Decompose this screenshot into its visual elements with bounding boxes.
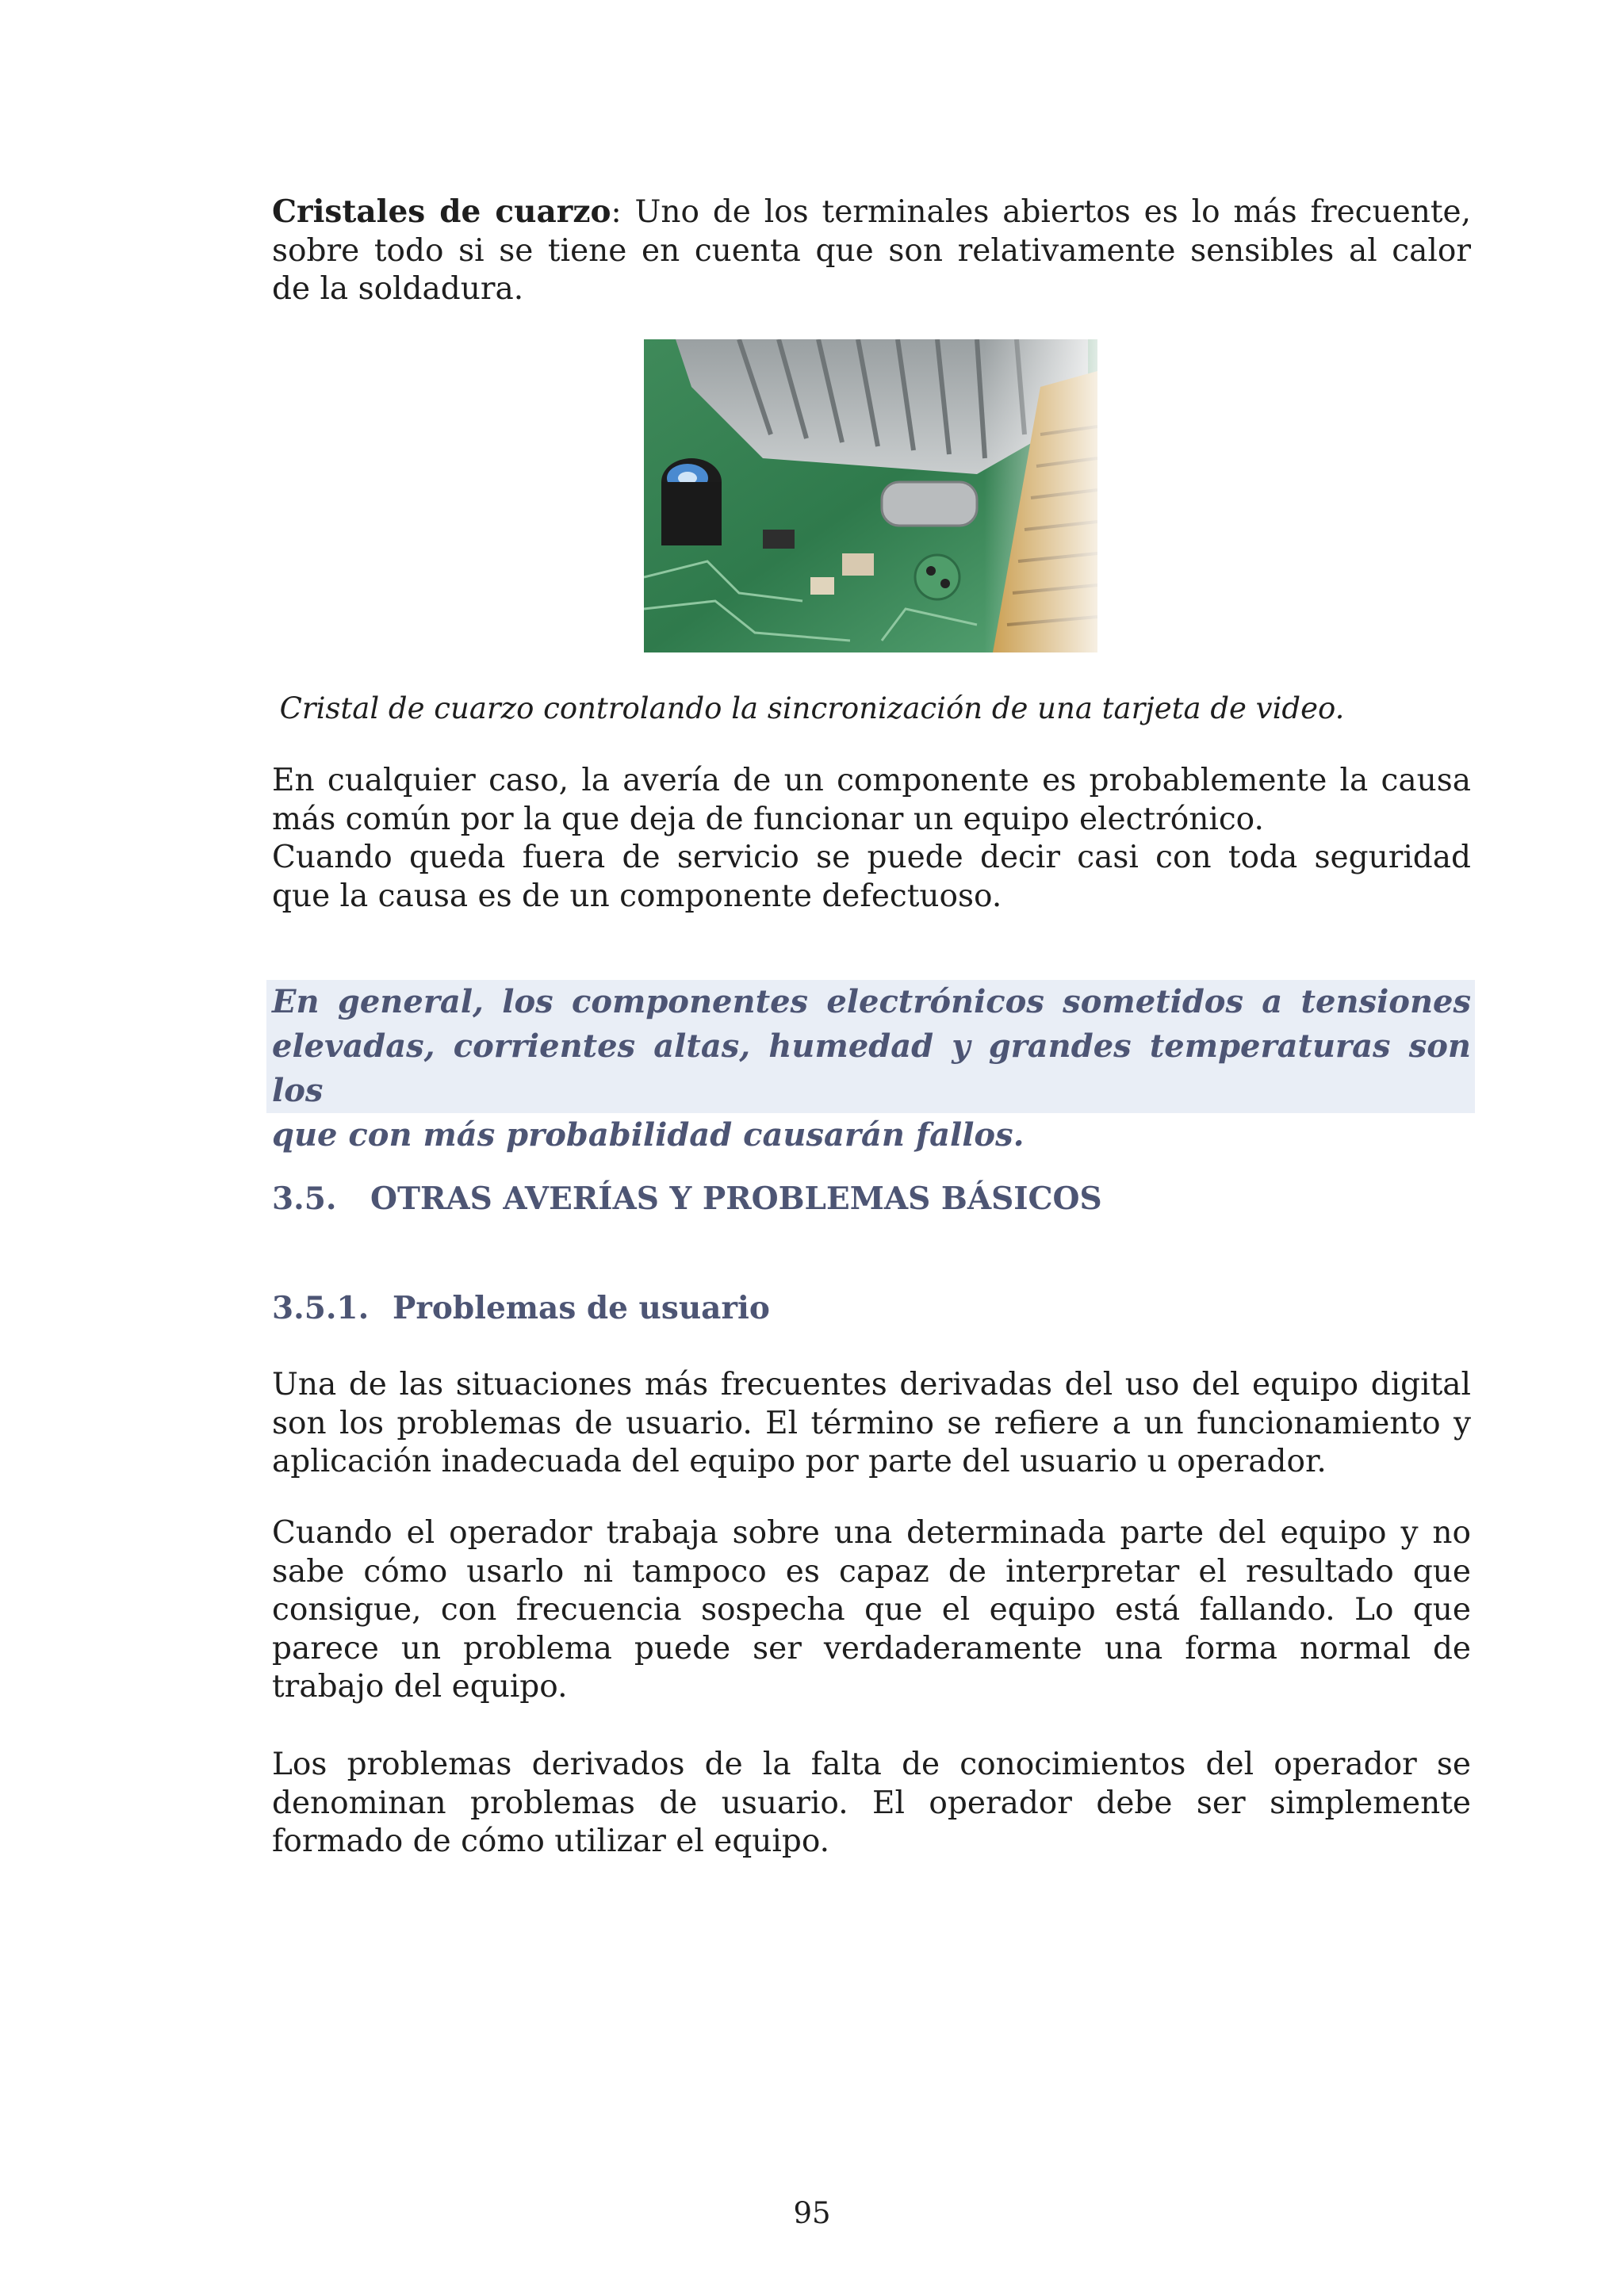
- section-title: OTRAS AVERÍAS Y PROBLEMAS BÁSICOS: [370, 1181, 1102, 1217]
- paragraph-averia: [272, 762, 1471, 916]
- paragraph-line: formado de cómo utilizar el equipo.: [272, 1823, 830, 1859]
- paragraph-line: En cualquier caso, la avería de un componente es probablemente la causa: [272, 763, 1471, 798]
- section-heading: [272, 1180, 1102, 1218]
- figure-caption: Cristal de cuarzo controlando la sincronización de una tarjeta de video.: [279, 691, 1345, 725]
- paragraph-operador: [272, 1514, 1471, 1707]
- highlight-line: En general, los componentes electrónicos sometidos a tensiones: [272, 983, 1471, 1020]
- highlight-box: [266, 980, 1475, 1154]
- subsection-heading: [272, 1289, 770, 1327]
- paragraph-line: Una de las situaciones más frecuentes derivadas del uso del equipo digital: [272, 1367, 1471, 1402]
- paragraph-situaciones: [272, 1366, 1471, 1482]
- paragraph-line: Cuando el operador trabaja sobre una determinada parte del equipo y no: [272, 1515, 1471, 1551]
- paragraph-line: Cristales de cuarzo: Uno de los terminales abiertos es lo más frecuente,: [272, 193, 1471, 230]
- paragraph-line: que la causa es de un componente defectuoso.: [272, 878, 1002, 914]
- paragraph-line: aplicación inadecuada del equipo por parte del usuario u operador.: [272, 1444, 1327, 1479]
- paragraph-line: consigue, con frecuencia sospecha que el equipo está fallando. Lo que: [272, 1592, 1471, 1628]
- page-number: 95: [793, 2196, 831, 2230]
- paragraph-line: Los problemas derivados de la falta de conocimientos del operador se: [272, 1747, 1471, 1782]
- highlight-line: elevadas, corrientes altas, humedad y grandes temperaturas son los: [272, 1027, 1471, 1109]
- highlight-line: que con más probabilidad causarán fallos.: [272, 1116, 1025, 1154]
- paragraph-line: sabe cómo usarlo ni tampoco es capaz de interpretar el resultado que: [272, 1553, 1471, 1590]
- paragraph-line: Cuando queda fuera de servicio se puede decir casi con toda seguridad: [272, 840, 1471, 875]
- paragraph-line: parece un problema puede ser verdaderamente una forma normal de: [272, 1630, 1471, 1667]
- paragraph-conocimientos: [272, 1746, 1471, 1862]
- paragraph-line: más común por la que deja de funcionar un equipo electrónico.: [272, 801, 1264, 837]
- section-number: 3.5.: [272, 1181, 337, 1217]
- paragraph-line: son los problemas de usuario. El término se refiere a un funcionamiento y: [272, 1405, 1471, 1441]
- circuit-board-photo: [644, 339, 1097, 652]
- term-bold: Cristales de cuarzo: [272, 193, 611, 230]
- subsection-title: Problemas de usuario: [393, 1290, 770, 1326]
- paragraph-line: de la soldadura.: [272, 271, 524, 307]
- paragraph-cristales: [272, 193, 1471, 309]
- paragraph-line: sobre todo si se tiene en cuenta que son relativamente sensibles al calor: [272, 232, 1471, 269]
- subsection-number: 3.5.1.: [272, 1290, 370, 1326]
- paragraph-line: trabajo del equipo.: [272, 1669, 568, 1705]
- paragraph-line: denominan problemas de usuario. El operador debe ser simplemente: [272, 1785, 1471, 1821]
